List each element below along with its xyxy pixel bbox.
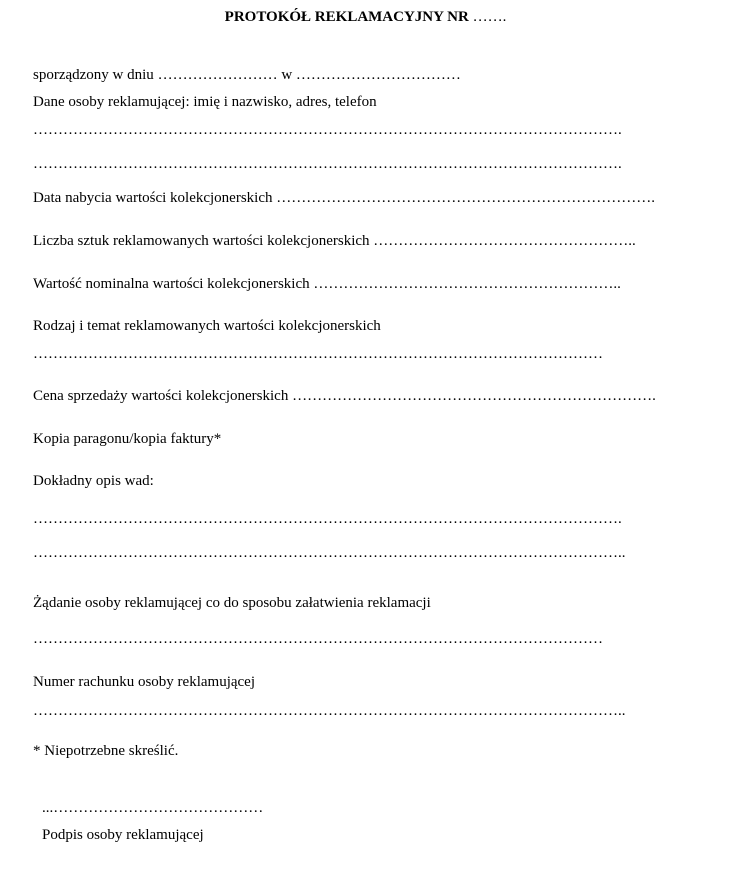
drafted-label: sporządzony w dniu [33, 67, 154, 83]
sale-price-label: Cena sprzedaży wartości kolekcjonerskich [33, 388, 289, 404]
claimant-data-line-1[interactable]: ………………………………………………………………………………………………………. [33, 122, 622, 138]
quantity-field[interactable]: …………………………………………….. [373, 233, 636, 249]
claimant-request-line[interactable]: …………………………………………………………………………………………………… [33, 631, 603, 647]
claimant-data-label: Dane osoby reklamującej: imię i nazwisko, adres, telefon [33, 94, 377, 110]
nominal-value-field[interactable]: …………………………………………………….. [313, 276, 621, 292]
document-title [0, 8, 731, 26]
purchase-date-row [33, 189, 655, 207]
defect-description-label: Dokładny opis wad: [33, 473, 154, 489]
claimant-request-label: Żądanie osoby reklamującej co do sposobu załatwienia reklamacji [33, 595, 431, 611]
defect-description-line-2[interactable]: ……………………………………………………………………………………………………….. [33, 545, 626, 561]
type-topic-label: Rodzaj i temat reklamowanych wartości kolekcjonerskich [33, 318, 381, 334]
place-label: w [281, 67, 293, 83]
quantity-row [33, 232, 636, 250]
purchase-date-label: Data nabycia wartości kolekcjonerskich [33, 190, 273, 206]
signature-label: Podpis osoby reklamującej [42, 827, 204, 843]
claimant-data-line-2[interactable]: ………………………………………………………………………………………………………. [33, 156, 622, 172]
protocol-number: ……. [472, 9, 507, 25]
signature-line[interactable]: ...…………………………………… [42, 800, 264, 816]
nominal-value-label: Wartość nominalna wartości kolekcjonerskich [33, 276, 310, 292]
sale-price-row [33, 387, 656, 405]
purchase-date-field[interactable]: …………………………………………………………………. [276, 190, 655, 206]
title-text: PROTOKÓŁ REKLAMACYJNY NR [224, 9, 469, 25]
sale-price-field[interactable]: ………………………………………………………………. [292, 388, 656, 404]
drafted-date-field[interactable]: …………………… [157, 67, 278, 83]
receipt-copy-label: Kopia paragonu/kopia faktury* [33, 431, 222, 447]
place-field[interactable]: …………………………… [295, 67, 461, 83]
quantity-label: Liczba sztuk reklamowanych wartości kolekcjonerskich [33, 233, 370, 249]
footnote: * Niepotrzebne skreślić. [33, 743, 179, 759]
drafted-row [33, 66, 461, 84]
account-number-line[interactable]: ……………………………………………………………………………………………………….. [33, 703, 626, 719]
type-topic-line[interactable]: …………………………………………………………………………………………………… [33, 346, 603, 362]
account-number-label: Numer rachunku osoby reklamującej [33, 674, 256, 690]
nominal-value-row [33, 275, 621, 293]
defect-description-line-1[interactable]: ………………………………………………………………………………………………………. [33, 511, 622, 527]
